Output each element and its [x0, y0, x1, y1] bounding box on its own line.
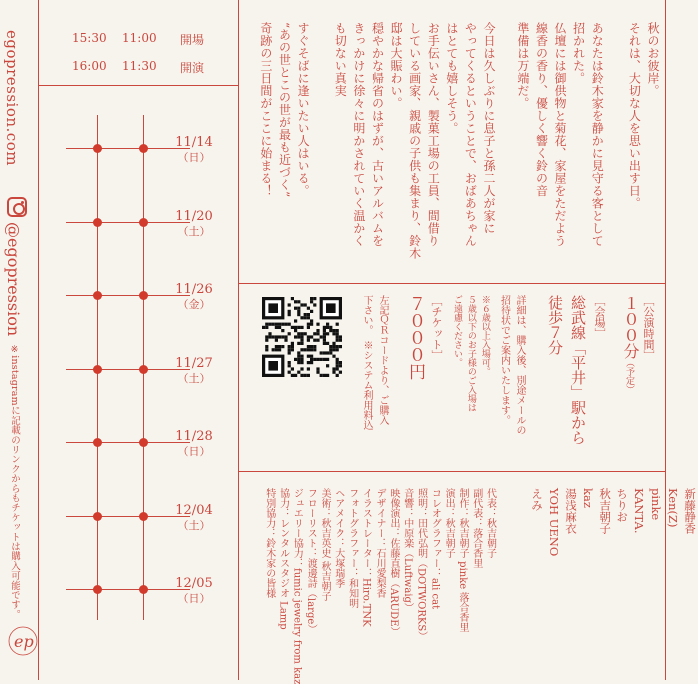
performance-date	[172, 282, 216, 311]
day-of-week: （日）	[177, 591, 211, 605]
start-time-a: 16:00	[72, 59, 107, 73]
story-bottom-rule	[238, 283, 665, 284]
venue-line: 総武線「平井」駅から	[569, 295, 587, 445]
age-note: ※６歳以上入場可。 ５歳以下のお子様のご入場は ご遠慮ください。	[451, 295, 490, 412]
story-intro: 秋のお彼岸。 それは、大切な人を思い出す日。 あなたは鈴木家を静かに見守る客として 招かれた。 仏壇には御供物と菊花、家屋をただよう 線香の香り、優しく響く鈴の音 準備は万端だ。	[515, 22, 660, 247]
story-body: 今日は久しぶりに息子と孫二人が家に やってくるということで、おばあちゃん はとても嬉しそう。 お手伝いさん、製菓工場の工員、間借り している画家、親戚の子供も集まり、鈴木 邸は大賑わい。 穏やかな帰省のはずが、古いアルバムを きっかけに徐々に明かされていく温かく も切ない真実 すぐそばに逢いたい人はいる。 “あの世とこの世が最も近づく” 奇跡の三日間がここに始まる！	[258, 22, 496, 260]
date-text: 11/26	[175, 282, 213, 297]
open-time-b: 11:00	[122, 31, 157, 45]
duration-note: （予定）	[624, 358, 634, 394]
duration-value: １００分	[621, 295, 640, 359]
ladder-dot-right	[139, 144, 148, 153]
start-time-b: 11:30	[122, 59, 157, 73]
ep-logo-text: ep	[14, 632, 34, 651]
instagram-ticket-note: ※instagramに記載のリンクからもチケットは購入可能です。	[9, 344, 20, 620]
date-text: 12/04	[175, 503, 213, 518]
date-text: 12/05	[175, 576, 213, 591]
date-text: 11/20	[175, 209, 213, 224]
performance-date	[172, 209, 216, 238]
day-of-week: （日）	[177, 150, 211, 164]
ladder-dot-left	[93, 585, 102, 594]
ladder-dot-left	[93, 438, 102, 447]
ladder-dot-right	[139, 218, 148, 227]
ladder-dot-left	[93, 218, 102, 227]
ladder-dot-right	[139, 438, 148, 447]
open-label: 開場	[180, 33, 205, 47]
date-text: 11/28	[175, 429, 213, 444]
open-time-a: 15:30	[72, 31, 107, 45]
performance-date	[172, 429, 216, 458]
ep-logo-icon	[6, 624, 40, 658]
performance-date	[172, 356, 216, 385]
day-of-week: （日）	[177, 444, 211, 458]
ladder-dot-right	[139, 585, 148, 594]
performance-date	[172, 135, 216, 164]
info-bottom-rule	[238, 471, 665, 472]
day-of-week: （土）	[177, 518, 211, 532]
ticket-label: ［チケット］	[430, 295, 443, 361]
instagram-handle[interactable]: @egopression	[4, 222, 23, 337]
date-text: 11/14	[175, 135, 213, 150]
ladder-dot-left	[93, 365, 102, 374]
ladder-dot-left	[93, 291, 102, 300]
frame-left-line	[38, 0, 39, 680]
ticket-detail: 左記ＱＲコードより、ご購入 下さい。 ※システム利用料込	[361, 295, 388, 430]
ticket-qr-code[interactable]	[262, 297, 342, 377]
staff-list: 代表：秋吉朝子 副代表：落合香里 制作：秋吉朝子 pinke 落合香里 演出：秋吉朝子 コレオグラファー：ali cat 照明：田代弘明（DOTWORKS） 音響：中原楽（Luftwaig） 映像演出：佐藤直樹（ARUDE） デザイナー：石川愛梨香 イラストレーター：Hiro.TNK フォトグラファー：和知明 ヘアメイク：大塚瑞季 美術：秋吉英史 秋吉朝子 フローリスト：渡邊詩（large） ジュエリー協力：fumic jewelry from kaz 協力：レンタルスタジオ Lamp 特別協力：鈴木家の皆様	[263, 488, 496, 684]
instagram-icon[interactable]	[7, 197, 27, 217]
day-of-week: （金）	[177, 297, 211, 311]
ladder-dot-left	[93, 512, 102, 521]
ladder-dot-right	[139, 291, 148, 300]
performance-date	[172, 576, 216, 605]
day-of-week: （土）	[177, 224, 211, 238]
venue-detail: 詳細は、購入後、別途メールの 招待状でご案内いたします。	[498, 295, 525, 435]
day-of-week: （土）	[177, 371, 211, 385]
venue-walk: 徒歩７分	[546, 295, 564, 355]
ladder-dot-right	[139, 512, 148, 521]
frame-schedule-divider	[238, 0, 239, 680]
cast-list: 新藤静香 Ken(Z) pinke KANTA. ちりお 秋吉朝子 kaz 湯浅麻衣 YOH UENO えみ	[530, 488, 698, 557]
date-text: 11/27	[175, 356, 213, 371]
ladder-dot-right	[139, 365, 148, 374]
start-label: 開演	[180, 61, 205, 75]
performance-date	[172, 503, 216, 532]
ladder-dot-left	[93, 144, 102, 153]
ticket-price: ７０００円	[405, 295, 425, 380]
website-url[interactable]: egopression.com	[3, 30, 21, 166]
venue-label: ［会場］	[593, 295, 606, 339]
duration-label: ［公演時間］	[642, 295, 655, 361]
schedule-top-rule	[38, 85, 238, 86]
